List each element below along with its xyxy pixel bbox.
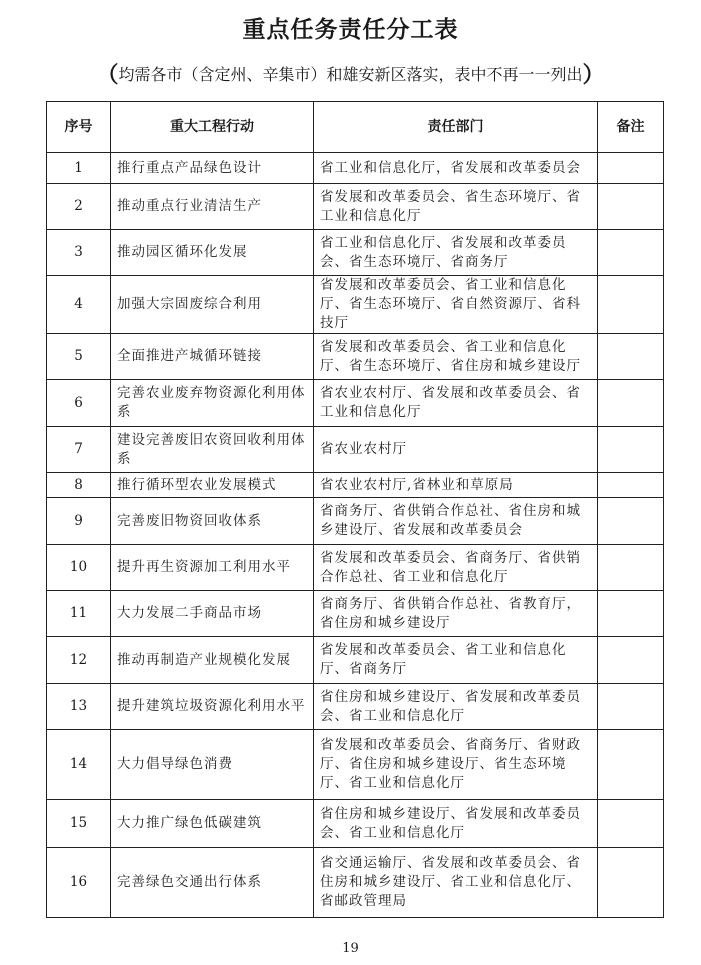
row-remark <box>598 153 664 184</box>
table-row <box>47 545 664 591</box>
row-remark <box>598 473 664 498</box>
table-row <box>47 153 664 184</box>
page-number: 19 <box>342 941 359 956</box>
row-index: 11 <box>47 591 111 637</box>
row-index: 8 <box>47 473 111 498</box>
row-project: 加强大宗固废综合利用 <box>111 276 314 334</box>
row-department: 省发展和改革委员会、省生态环境厅、省工业和信息化厅 <box>314 184 598 230</box>
row-project: 推动园区循环化发展 <box>111 230 314 276</box>
row-department: 省发展和改革委员会、省工业和信息化厅、省生态环境厅、省自然资源厅、省科技厅 <box>314 276 598 334</box>
row-index: 6 <box>47 380 111 427</box>
row-department: 省工业和信息化厅，省发展和改革委员会 <box>314 153 598 184</box>
row-project: 建设完善废旧农资回收利用体系 <box>111 427 314 473</box>
row-index: 5 <box>47 334 111 380</box>
row-project: 推行循环型农业发展模式 <box>111 473 314 498</box>
row-project: 大力推广绿色低碳建筑 <box>111 800 314 848</box>
row-project: 提升再生资源加工利用水平 <box>111 545 314 591</box>
row-remark <box>598 545 664 591</box>
row-index: 7 <box>47 427 111 473</box>
row-project: 推行重点产品绿色设计 <box>111 153 314 184</box>
page-title: 重点任务责任分工表 <box>242 17 459 43</box>
row-project: 全面推进产城循环链接 <box>111 334 314 380</box>
table-row <box>47 684 664 730</box>
row-department: 省农业农村厅,省林业和草原局 <box>314 473 598 498</box>
row-department: 省发展和改革委员会、省商务厅、省供销合作总社、省工业和信息化厅 <box>314 545 598 591</box>
row-remark <box>598 591 664 637</box>
row-project: 推动再制造产业规模化发展 <box>111 637 314 684</box>
row-project: 完善废旧物资回收体系 <box>111 498 314 545</box>
row-remark <box>598 800 664 848</box>
row-index: 3 <box>47 230 111 276</box>
table-row <box>47 473 664 498</box>
row-department: 省发展和改革委员会、省工业和信息化厅、省商务厅 <box>314 637 598 684</box>
row-index: 1 <box>47 153 111 184</box>
header-project: 重大工程行动 <box>111 102 314 153</box>
row-remark <box>598 730 664 800</box>
table-row <box>47 230 664 276</box>
row-project: 完善绿色交通出行体系 <box>111 848 314 918</box>
row-department: 省工业和信息化厅、省发展和改革委员会、省生态环境厅、省商务厅 <box>314 230 598 276</box>
responsibility-table <box>46 101 664 918</box>
row-remark <box>598 498 664 545</box>
table-header-row <box>47 102 664 153</box>
subtitle <box>0 58 701 89</box>
table-row <box>47 498 664 545</box>
row-remark <box>598 637 664 684</box>
row-index: 14 <box>47 730 111 800</box>
table-row <box>47 276 664 334</box>
row-department: 省住房和城乡建设厅、省发展和改革委员会、省工业和信息化厅 <box>314 800 598 848</box>
row-department: 省农业农村厅 <box>314 427 598 473</box>
table-row <box>47 848 664 918</box>
row-remark <box>598 334 664 380</box>
table-row <box>47 184 664 230</box>
table-row <box>47 380 664 427</box>
row-remark <box>598 230 664 276</box>
table-row <box>47 800 664 848</box>
row-department: 省发展和改革委员会、省商务厅、省财政厅、省住房和城乡建设厅、省生态环境厅、省工业和信息化厅 <box>314 730 598 800</box>
row-department: 省商务厅、省供销合作总社、省住房和城乡建设厅、省发展和改革委员会 <box>314 498 598 545</box>
header-remark: 备注 <box>598 102 664 153</box>
table-row <box>47 730 664 800</box>
row-index: 9 <box>47 498 111 545</box>
row-project: 提升建筑垃圾资源化利用水平 <box>111 684 314 730</box>
subtitle-close-paren: ） <box>582 62 605 88</box>
row-department: 省发展和改革委员会、省工业和信息化厅、省生态环境厅、省住房和城乡建设厅 <box>314 334 598 380</box>
row-index: 15 <box>47 800 111 848</box>
row-index: 10 <box>47 545 111 591</box>
subtitle-text: 均需各市（含定州、辛集市）和雄安新区落实，表中不再一一列出 <box>118 65 583 84</box>
row-remark <box>598 276 664 334</box>
table-row <box>47 637 664 684</box>
row-index: 4 <box>47 276 111 334</box>
row-department: 省交通运输厅、省发展和改革委员会、省住房和城乡建设厅、省工业和信息化厅、省邮政管理局 <box>314 848 598 918</box>
row-department: 省农业农村厅、省发展和改革委员会、省工业和信息化厅 <box>314 380 598 427</box>
header-index: 序号 <box>47 102 111 153</box>
row-remark <box>598 684 664 730</box>
row-remark <box>598 184 664 230</box>
row-index: 12 <box>47 637 111 684</box>
row-index: 13 <box>47 684 111 730</box>
row-index: 16 <box>47 848 111 918</box>
subtitle-open-paren: （ <box>96 62 119 88</box>
row-remark <box>598 380 664 427</box>
row-project: 推动重点行业清洁生产 <box>111 184 314 230</box>
row-project: 大力倡导绿色消费 <box>111 730 314 800</box>
table-row <box>47 427 664 473</box>
table-row <box>47 334 664 380</box>
row-index: 2 <box>47 184 111 230</box>
row-project: 完善农业废弃物资源化利用体系 <box>111 380 314 427</box>
row-remark <box>598 848 664 918</box>
row-department: 省住房和城乡建设厅、省发展和改革委员会、省工业和信息化厅 <box>314 684 598 730</box>
row-remark <box>598 427 664 473</box>
header-department: 责任部门 <box>314 102 598 153</box>
row-department: 省商务厅、省供销合作总社、省教育厅，省住房和城乡建设厅 <box>314 591 598 637</box>
row-project: 大力发展二手商品市场 <box>111 591 314 637</box>
table-row <box>47 591 664 637</box>
